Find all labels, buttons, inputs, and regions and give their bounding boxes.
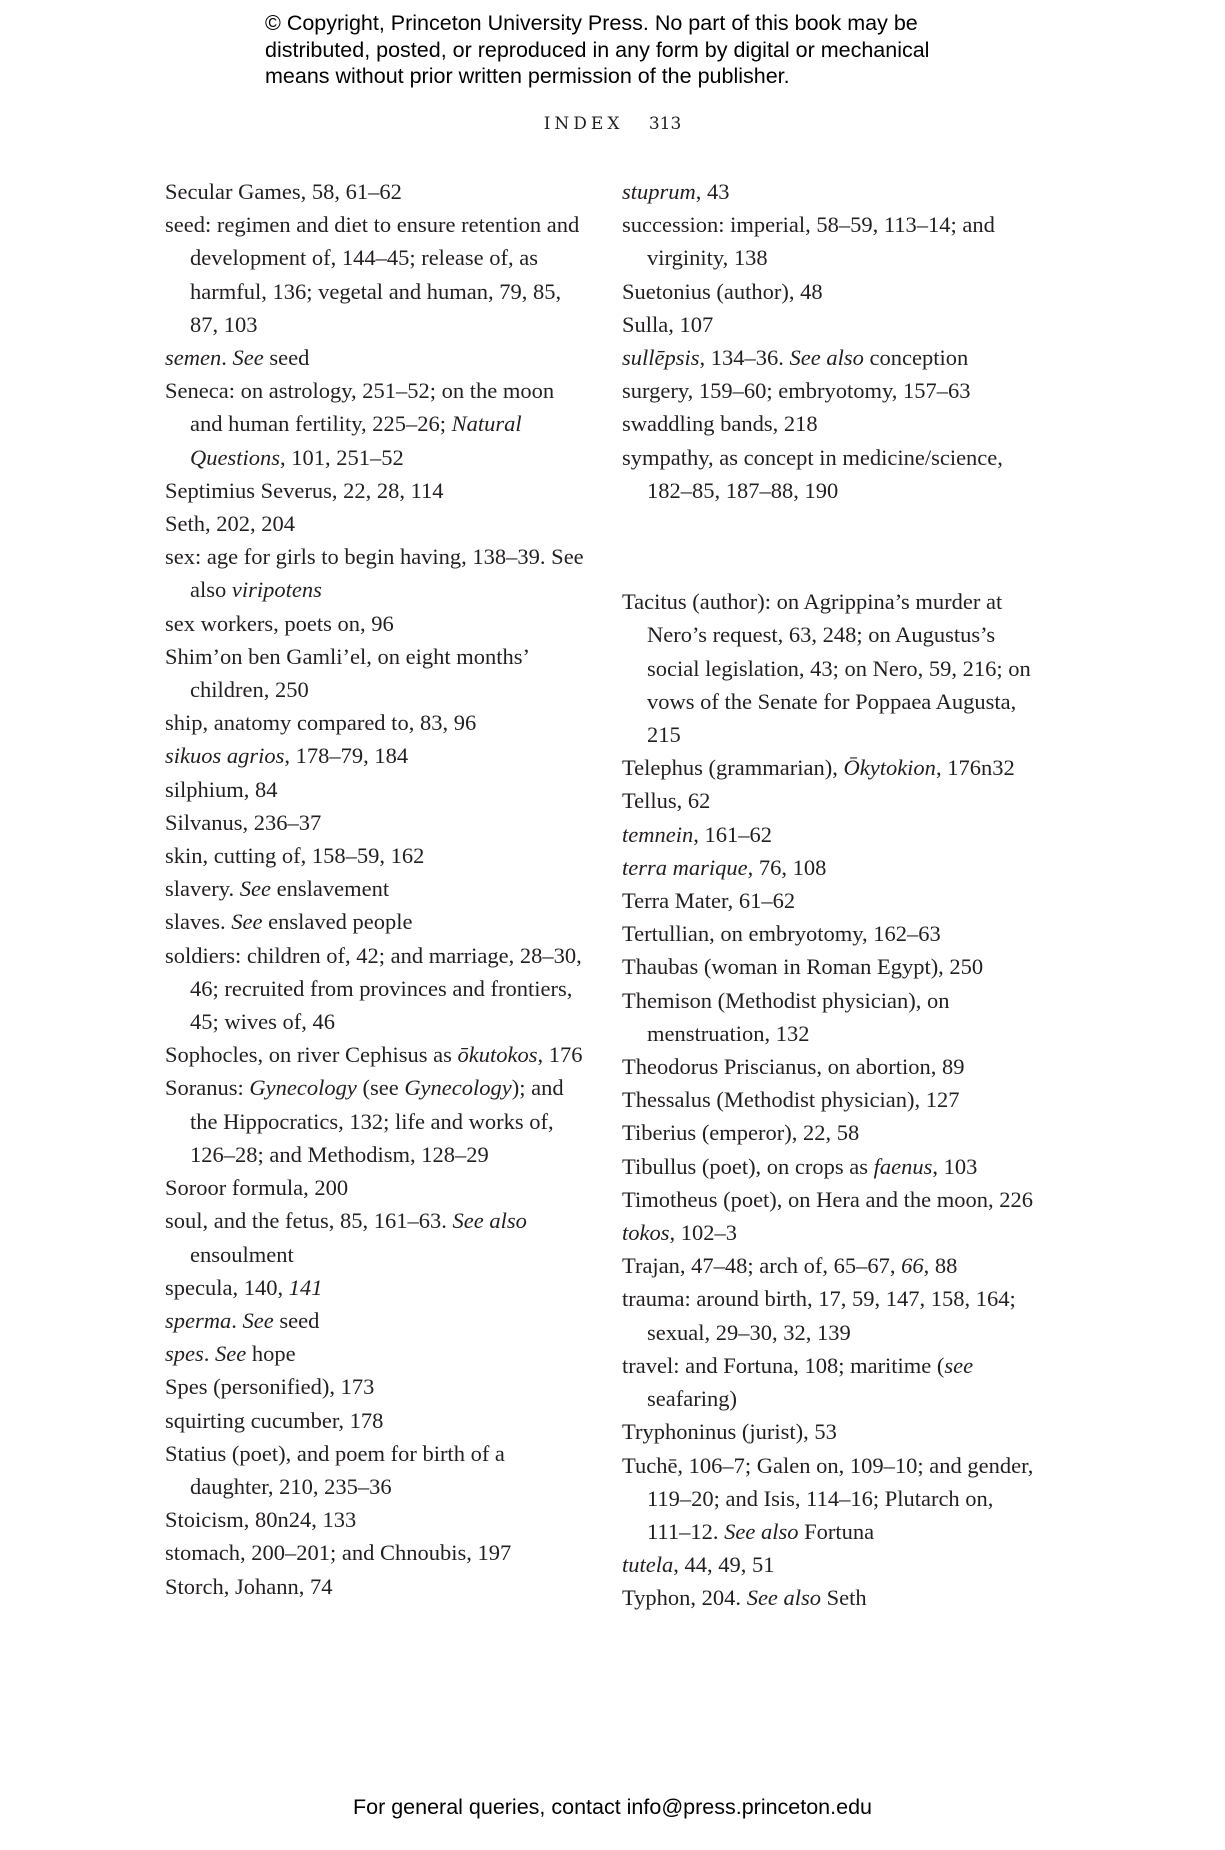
index-entry: specula, 140, 141 xyxy=(165,1274,323,1300)
index-entry: skin, cutting of, 158–59, 162 xyxy=(165,843,425,869)
index-entry: tokos, 102–3 xyxy=(622,1220,737,1246)
index-entry: stomach, 200–201; and Chnoubis, 197 xyxy=(165,1540,512,1566)
copyright-line-3: means without prior written permission of the publisher. xyxy=(265,64,790,88)
index-entry: Storch, Johann, 74 xyxy=(165,1573,333,1599)
index-entry: Typhon, 204. See also Seth xyxy=(622,1585,867,1611)
copyright-notice xyxy=(265,10,1065,90)
index-entry: Soroor formula, 200 xyxy=(165,1175,349,1201)
index-entry: surgery, 159–60; embryotomy, 157–63 xyxy=(622,378,971,404)
index-entry: Themison (Methodist physician), on menstruation, 132 xyxy=(622,987,950,1046)
index-entry: ship, anatomy compared to, 83, 96 xyxy=(165,710,477,736)
index-entry: Suetonius (author), 48 xyxy=(622,278,823,304)
running-head-title: INDEX xyxy=(543,114,624,134)
running-head xyxy=(0,114,1225,134)
index-entry: Tertullian, on embryotomy, 162–63 xyxy=(622,921,941,947)
section-gap xyxy=(622,530,1042,563)
index-entry: tutela, 44, 49, 51 xyxy=(622,1552,775,1578)
index-entry: Tacitus (author): on Agrippina’s murder at Nero’s request, 63, 248; on Augustus’s social legislation, 43; on Nero, 59, 216; on vows of the Senate for Poppaea Augusta, 215 xyxy=(622,589,1031,748)
index-entry: seed: regimen and diet to ensure retention and development of, 144–45; release of, as harmful, 136; vegetal and human, 79, 85, 87, 103 xyxy=(165,212,580,337)
index-entry: sperma. See seed xyxy=(165,1307,320,1333)
index-entry: slavery. See enslavement xyxy=(165,876,390,902)
index-entry: silphium, 84 xyxy=(165,776,278,802)
index-entry: Septimius Severus, 22, 28, 114 xyxy=(165,477,444,503)
index-entry: Tibullus (poet), on crops as faenus, 103 xyxy=(622,1153,978,1179)
index-entry: sikuos agrios, 178–79, 184 xyxy=(165,743,409,769)
index-entry: Soranus: Gynecology (see Gynecology); and the Hippocratics, 132; life and works of, 126–28; and Methodism, 128–29 xyxy=(165,1075,564,1167)
index-entry: Tiberius (emperor), 22, 58 xyxy=(622,1120,860,1146)
index-entry: semen. See seed xyxy=(165,345,310,371)
index-entry: temnein, 161–62 xyxy=(622,821,772,847)
index-entry: stuprum, 43 xyxy=(622,179,730,204)
index-entry: Thessalus (Methodist physician), 127 xyxy=(622,1087,960,1113)
index-entry: Statius (poet), and poem for birth of a daughter, 210, 235–36 xyxy=(165,1440,505,1499)
index-entry: sex workers, poets on, 96 xyxy=(165,610,394,636)
index-entry: sex: age for girls to begin having, 138–39. See also viripotens xyxy=(165,544,584,603)
index-entry: Terra Mater, 61–62 xyxy=(622,888,796,914)
index-entry: soul, and the fetus, 85, 161–63. See also ensoulment xyxy=(165,1208,527,1267)
index-entry: succession: imperial, 58–59, 113–14; and virginity, 138 xyxy=(622,212,995,271)
index-entry: Seth, 202, 204 xyxy=(165,511,296,537)
index-entry: Tryphoninus (jurist), 53 xyxy=(622,1419,837,1445)
index-entry: squirting cucumber, 178 xyxy=(165,1407,384,1433)
index-entry: terra marique, 76, 108 xyxy=(622,854,827,880)
index-entry: Sophocles, on river Cephisus as ōkutokos, 176 xyxy=(165,1042,583,1068)
index-column-left xyxy=(165,175,585,1603)
index-entry: Trajan, 47–48; arch of, 65–67, 66, 88 xyxy=(622,1253,958,1279)
index-entry: spes. See hope xyxy=(165,1341,296,1367)
index-entry: Tuchē, 106–7; Galen on, 109–10; and gender, 119–20; and Isis, 114–16; Plutarch on, 111–12. See also Fortuna xyxy=(622,1452,1034,1544)
index-entry: trauma: around birth, 17, 59, 147, 158, 164; sexual, 29–30, 32, 139 xyxy=(622,1286,1016,1345)
index-entry: sullēpsis, 134–36. See also conception xyxy=(622,345,969,371)
index-entry: travel: and Fortuna, 108; maritime (see seafaring) xyxy=(622,1352,974,1412)
index-entry: Silvanus, 236–37 xyxy=(165,809,322,835)
index-entry: sympathy, as concept in medicine/science, 182–85, 187–88, 190 xyxy=(622,444,1003,503)
index-entry: slaves. See enslaved people xyxy=(165,909,413,935)
index-entry: Shim’on ben Gamli’el, on eight months’ children, 250 xyxy=(165,643,529,703)
copyright-line-1: © Copyright, Princeton University Press. No part of this book may be xyxy=(265,11,918,35)
index-entry: Sulla, 107 xyxy=(622,311,714,337)
index-entry: Stoicism, 80n24, 133 xyxy=(165,1507,357,1533)
index-entry: Tellus, 62 xyxy=(622,788,711,814)
index-entry: Spes (personified), 173 xyxy=(165,1374,375,1400)
index-entry: Seneca: on astrology, 251–52; on the moon and human fertility, 225–26; Natural Questions, 101, 251–52 xyxy=(165,378,555,470)
page-number: 313 xyxy=(648,114,682,134)
index-entry: swaddling bands, 218 xyxy=(622,411,818,437)
index-entry: Theodorus Priscianus, on abortion, 89 xyxy=(622,1054,965,1080)
index-column-right xyxy=(622,175,1042,1615)
footer-contact: For general queries, contact info@press.princeton.edu xyxy=(352,1795,872,1819)
index-entry: Timotheus (poet), on Hera and the moon, 226 xyxy=(622,1186,1033,1212)
copyright-line-2: distributed, posted, or reproduced in any form by digital or mechanical xyxy=(265,37,930,62)
index-entry: Telephus (grammarian), Ōkytokion, 176n32 xyxy=(622,755,1015,781)
index-entry: Secular Games, 58, 61–62 xyxy=(165,179,402,204)
index-entry: soldiers: children of, 42; and marriage, 28–30, 46; recruited from provinces and frontiers, 45; wives of, 46 xyxy=(165,942,582,1035)
index-entry: Thaubas (woman in Roman Egypt), 250 xyxy=(622,954,984,980)
